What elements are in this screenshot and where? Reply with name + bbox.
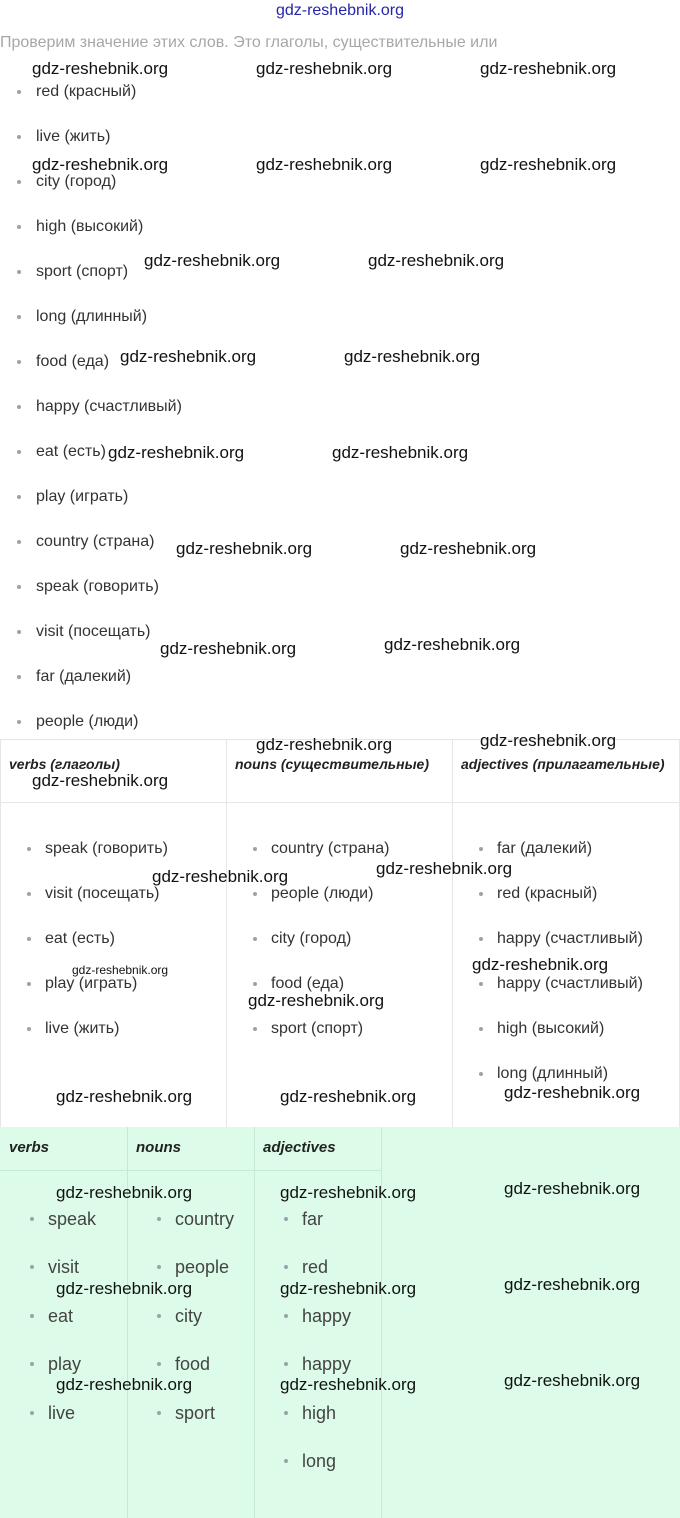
- watermark: gdz-reshebnik.org: [504, 1275, 641, 1294]
- table-cell-item: high (высокий): [453, 1009, 643, 1054]
- watermark: gdz-reshebnik.org: [368, 251, 505, 270]
- table-cell-item: country (страна): [227, 829, 389, 874]
- watermark: gdz-reshebnik.org: [248, 991, 385, 1010]
- table-cell-item: long: [254, 1443, 351, 1491]
- list-item: high (высокий): [0, 207, 182, 252]
- watermark: gdz-reshebnik.org: [56, 1375, 193, 1394]
- verbs-header: verbs (глаголы): [1, 739, 227, 803]
- watermark: gdz-reshebnik.org: [472, 955, 609, 974]
- watermark: gdz-reshebnik.org: [280, 1375, 417, 1394]
- watermark: gdz-reshebnik.org: [32, 59, 169, 78]
- list-item: speak (говорить): [0, 567, 182, 612]
- table-cell-item: happy: [254, 1346, 351, 1394]
- watermark: gdz-reshebnik.org: [480, 59, 617, 78]
- watermark: gdz-reshebnik.org: [160, 639, 297, 658]
- table-cell-item: food: [127, 1346, 234, 1394]
- verbs-column: [0, 739, 227, 1127]
- list-item: red (красный): [0, 72, 182, 117]
- watermark: gdz-reshebnik.org: [256, 735, 393, 754]
- list-item: country (страна): [0, 522, 182, 567]
- table-cell-item: people: [127, 1249, 234, 1297]
- translation-table: [0, 739, 680, 1127]
- table-cell-item: live: [0, 1395, 96, 1443]
- table-cell-item: play (играть): [1, 964, 168, 1009]
- table-cell-item: live (жить): [1, 1009, 168, 1054]
- table-cell-item: speak: [0, 1201, 96, 1249]
- list-item: city (город): [0, 162, 182, 207]
- list-item: play (играть): [0, 477, 182, 522]
- watermark: gdz-reshebnik.org: [72, 963, 169, 977]
- watermark: gdz-reshebnik.org: [32, 771, 169, 790]
- watermark: gdz-reshebnik.org: [56, 1279, 193, 1298]
- list-item: sport (спорт): [0, 252, 182, 297]
- table-cell-item: speak (говорить): [1, 829, 168, 874]
- table-cell-item: sport: [127, 1395, 234, 1443]
- watermark: gdz-reshebnik.org: [56, 1183, 193, 1202]
- list-item: visit (посещать): [0, 612, 182, 657]
- nouns-column: [226, 739, 453, 1127]
- table-cell-item: city: [127, 1298, 234, 1346]
- table-cell-item: high: [254, 1395, 351, 1443]
- watermark: gdz-reshebnik.org: [504, 1179, 641, 1198]
- intro-text: Проверим значение этих слов. Это глаголы, существительные или: [0, 34, 498, 51]
- site-header[interactable]: gdz-reshebnik.org: [275, 2, 405, 19]
- table-cell-item: country: [127, 1201, 234, 1249]
- nouns-header: nouns: [127, 1127, 254, 1171]
- watermark: gdz-reshebnik.org: [376, 859, 513, 878]
- table-cell-item: city (город): [227, 919, 389, 964]
- table-cell-item: eat (есть): [1, 919, 168, 964]
- watermark: gdz-reshebnik.org: [504, 1083, 641, 1102]
- watermark: gdz-reshebnik.org: [332, 443, 469, 462]
- table-cell-item: happy: [254, 1298, 351, 1346]
- watermark: gdz-reshebnik.org: [256, 155, 393, 174]
- table-cell-item: sport (спорт): [227, 1009, 389, 1054]
- watermark: gdz-reshebnik.org: [144, 251, 281, 270]
- watermark: gdz-reshebnik.org: [280, 1183, 417, 1202]
- watermark: gdz-reshebnik.org: [480, 731, 617, 750]
- watermark: gdz-reshebnik.org: [400, 539, 537, 558]
- watermark: gdz-reshebnik.org: [344, 347, 481, 366]
- table-cell-item: play: [0, 1346, 96, 1394]
- watermark: gdz-reshebnik.org: [280, 1279, 417, 1298]
- table-cell-item: red (красный): [453, 874, 643, 919]
- list-item: live (жить): [0, 117, 182, 162]
- list-item: eat (есть): [0, 432, 182, 477]
- adjectives-header: adjectives (прилагательные): [453, 739, 679, 803]
- list-item: long (длинный): [0, 297, 182, 342]
- watermark: gdz-reshebnik.org: [32, 155, 169, 174]
- watermark: gdz-reshebnik.org: [280, 1087, 417, 1106]
- list-item: far (далекий): [0, 657, 182, 702]
- adjectives-header: adjectives: [254, 1127, 381, 1171]
- watermark: gdz-reshebnik.org: [256, 59, 393, 78]
- watermark: gdz-reshebnik.org: [108, 443, 245, 462]
- list-item: happy (счастливый): [0, 387, 182, 432]
- watermark: gdz-reshebnik.org: [504, 1371, 641, 1390]
- table-cell-item: far: [254, 1201, 351, 1249]
- table-cell-item: red: [254, 1249, 351, 1297]
- watermark: gdz-reshebnik.org: [480, 155, 617, 174]
- table-cell-item: visit: [0, 1249, 96, 1297]
- table-cell-item: happy (счастливый): [453, 964, 643, 1009]
- table-cell-item: long (длинный): [453, 1054, 643, 1099]
- watermark: gdz-reshebnik.org: [384, 635, 521, 654]
- adjectives-column: [452, 739, 680, 1127]
- table-cell-item: visit (посещать): [1, 874, 168, 919]
- watermark: gdz-reshebnik.org: [120, 347, 257, 366]
- watermark: gdz-reshebnik.org: [56, 1087, 193, 1106]
- table-cell-item: happy (счастливый): [453, 919, 643, 964]
- table-cell-item: food (еда): [227, 964, 389, 1009]
- list-item: people (люди): [0, 702, 182, 747]
- table-cell-item: far (далекий): [453, 829, 643, 874]
- table-cell-item: eat: [0, 1298, 96, 1346]
- table-cell-item: people (люди): [227, 874, 389, 919]
- watermark: gdz-reshebnik.org: [176, 539, 313, 558]
- verbs-header: verbs: [0, 1127, 127, 1171]
- nouns-header: nouns (существительные): [227, 739, 453, 803]
- list-item: food (еда): [0, 342, 182, 387]
- watermark: gdz-reshebnik.org: [152, 867, 289, 886]
